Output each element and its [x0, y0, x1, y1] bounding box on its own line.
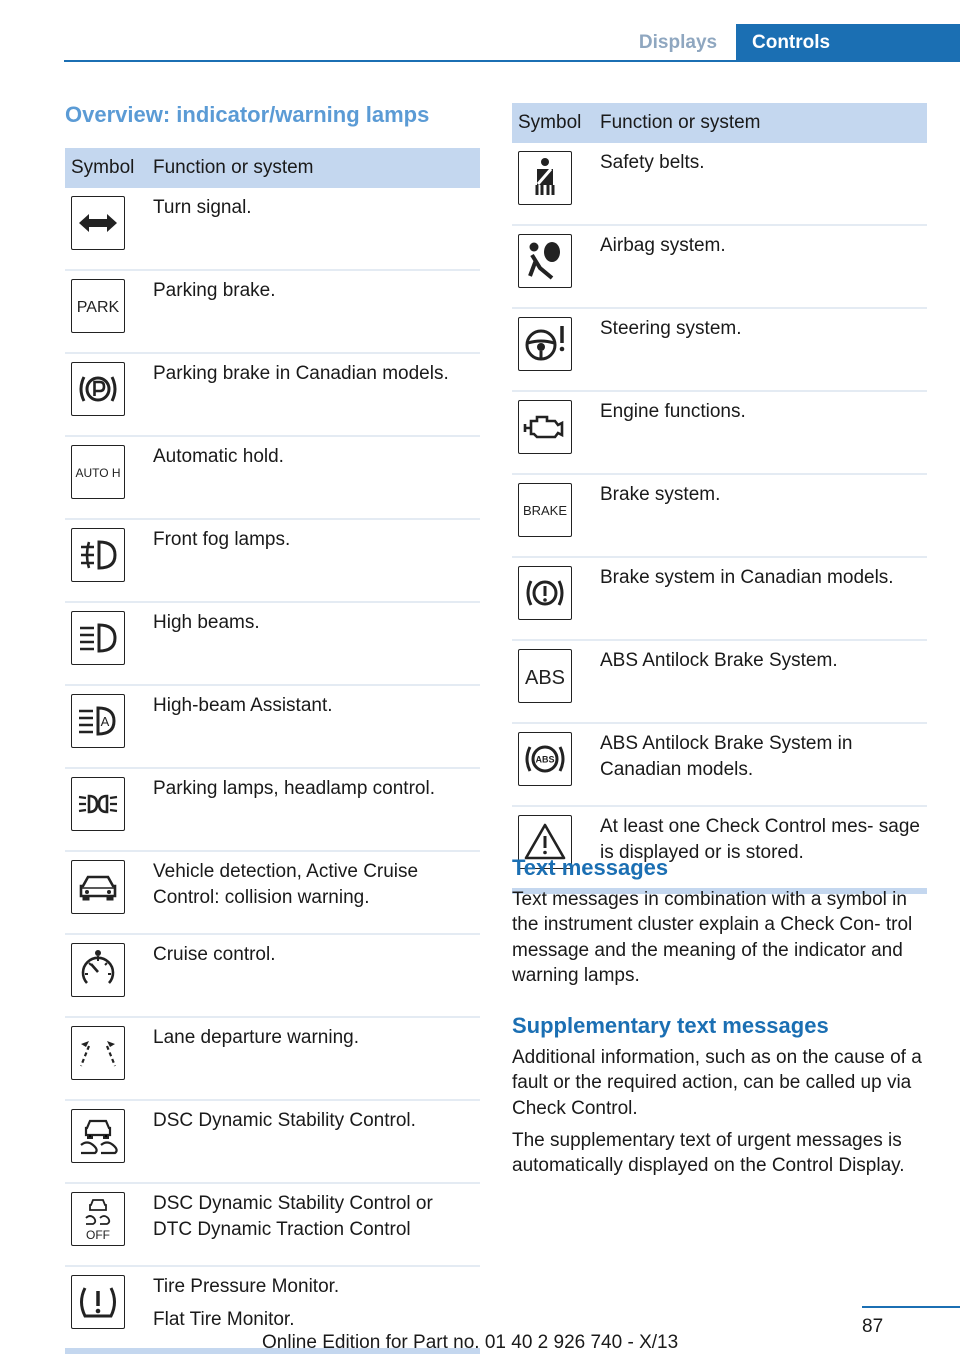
- brake-icon-label: BRAKE: [522, 503, 568, 518]
- symbol-header: Symbol: [512, 103, 594, 143]
- section-title: Overview: indicator/warning lamps: [65, 102, 430, 127]
- steering-icon: [518, 317, 572, 371]
- table-row: [512, 723, 927, 806]
- function-cell: Vehicle detection, Active Cruise Control: collision warning.: [147, 851, 480, 934]
- lamps-table-right: [512, 103, 927, 894]
- page-number: 87: [862, 1316, 884, 1337]
- park-icon-label: PARK: [76, 299, 120, 316]
- function-cell: Parking lamps, headlamp control.: [147, 768, 480, 851]
- function-cell: At least one Check Control mes‐ sage is displayed or is stored.: [594, 806, 927, 891]
- front-fog-lamps-icon: [71, 528, 125, 582]
- table-header-row: [65, 148, 480, 188]
- function-cell: Automatic hold.: [147, 436, 480, 519]
- abs-icon: [518, 649, 572, 703]
- dsc-off-icon: [71, 1192, 125, 1246]
- tab-controls[interactable]: Controls: [736, 24, 960, 61]
- airbag-icon: [518, 234, 572, 288]
- function-cell: ABS Antilock Brake System in Canadian models.: [594, 723, 927, 806]
- dsc-icon: [71, 1109, 125, 1163]
- turn-signal-icon: [71, 196, 125, 250]
- parking-brake-canada-icon: [71, 362, 125, 416]
- table-row: [65, 851, 480, 934]
- table-row: [65, 188, 480, 270]
- function-cell: ABS Antilock Brake System.: [594, 640, 927, 723]
- table-row: [512, 557, 927, 640]
- table-row: [512, 143, 927, 225]
- function-cell: Lane departure warning.: [147, 1017, 480, 1100]
- function-text: Tire Pressure Monitor.: [153, 1276, 340, 1297]
- footer-divider: [862, 1306, 960, 1308]
- function-cell: High beams.: [147, 602, 480, 685]
- table-row: [512, 474, 927, 557]
- table-row: [65, 436, 480, 519]
- function-cell: Safety belts.: [594, 143, 927, 225]
- auto-hold-icon: [71, 445, 125, 499]
- table-row: [65, 1017, 480, 1100]
- abs-canada-label: ABS: [535, 754, 555, 765]
- table-row: [65, 602, 480, 685]
- symbol-header: Symbol: [65, 148, 147, 188]
- table-row: [65, 1100, 480, 1183]
- supplementary-body-1: Additional information, such as on the cause of a fault or the required action, can be called up via Check Control.: [512, 1047, 922, 1119]
- tab-displays[interactable]: Displays: [638, 32, 718, 53]
- table-row: [65, 768, 480, 851]
- tire-pressure-icon: [71, 1275, 125, 1329]
- function-cell: DSC Dynamic Stability Control or DTC Dynamic Traction Control: [147, 1183, 480, 1266]
- function-cell: Cruise control.: [147, 934, 480, 1017]
- assistant-a-label: A: [100, 714, 110, 729]
- function-cell: Brake system in Canadian models.: [594, 557, 927, 640]
- header-divider: [64, 60, 960, 62]
- table-row: [65, 353, 480, 436]
- brake-canada-icon: [518, 566, 572, 620]
- lane-departure-icon: [71, 1026, 125, 1080]
- function-cell: Steering system.: [594, 308, 927, 391]
- function-cell: Front fog lamps.: [147, 519, 480, 602]
- function-cell: Brake system.: [594, 474, 927, 557]
- abs-icon-label: ABS: [524, 667, 566, 689]
- table-row: [512, 640, 927, 723]
- abs-canada-icon: [518, 732, 572, 786]
- auto-hold-icon-label: AUTO H: [75, 466, 121, 480]
- function-cell: Airbag system.: [594, 225, 927, 308]
- parking-lamps-icon: [71, 777, 125, 831]
- function-cell: Parking brake.: [147, 270, 480, 353]
- park-icon: [71, 279, 125, 333]
- table-row: [65, 270, 480, 353]
- table-row: [65, 685, 480, 768]
- text-messages-body: Text messages in combination with a symbol in the instrument cluster explain a Check Con‐ trol message and the meaning of the indicator and warning lamps.: [512, 889, 913, 986]
- function-cell: Engine functions.: [594, 391, 927, 474]
- table-header-row: [512, 103, 927, 143]
- brake-icon: [518, 483, 572, 537]
- supplementary-body-2: The supplementary text of urgent messages is automatically displayed on the Control Display.: [512, 1130, 905, 1177]
- edition-text: Online Edition for Part no. 01 40 2 926 740 - X/13: [262, 1332, 679, 1353]
- text-messages-heading: Text messages: [512, 855, 669, 880]
- function-cell: Turn signal.: [147, 188, 480, 270]
- function-cell: Parking brake in Canadian models.: [147, 353, 480, 436]
- function-cell: High-beam Assistant.: [147, 685, 480, 768]
- supplementary-heading: Supplementary text messages: [512, 1013, 829, 1038]
- function-cell: DSC Dynamic Stability Control.: [147, 1100, 480, 1183]
- table-row: [65, 934, 480, 1017]
- lamps-table-left: [65, 148, 480, 1354]
- vehicle-detection-icon: [71, 860, 125, 914]
- function-header: Function or system: [594, 103, 927, 143]
- safety-belt-icon: [518, 151, 572, 205]
- engine-icon: [518, 400, 572, 454]
- table-row: [512, 225, 927, 308]
- off-label: OFF: [86, 1228, 110, 1242]
- table-row: [512, 308, 927, 391]
- table-row: [512, 391, 927, 474]
- function-text: Flat Tire Monitor.: [153, 1308, 295, 1330]
- table-row: [65, 1183, 480, 1266]
- high-beam-assistant-icon: [71, 694, 125, 748]
- table-row: [65, 519, 480, 602]
- cruise-control-icon: [71, 943, 125, 997]
- function-header: Function or system: [147, 148, 480, 188]
- high-beams-icon: [71, 611, 125, 665]
